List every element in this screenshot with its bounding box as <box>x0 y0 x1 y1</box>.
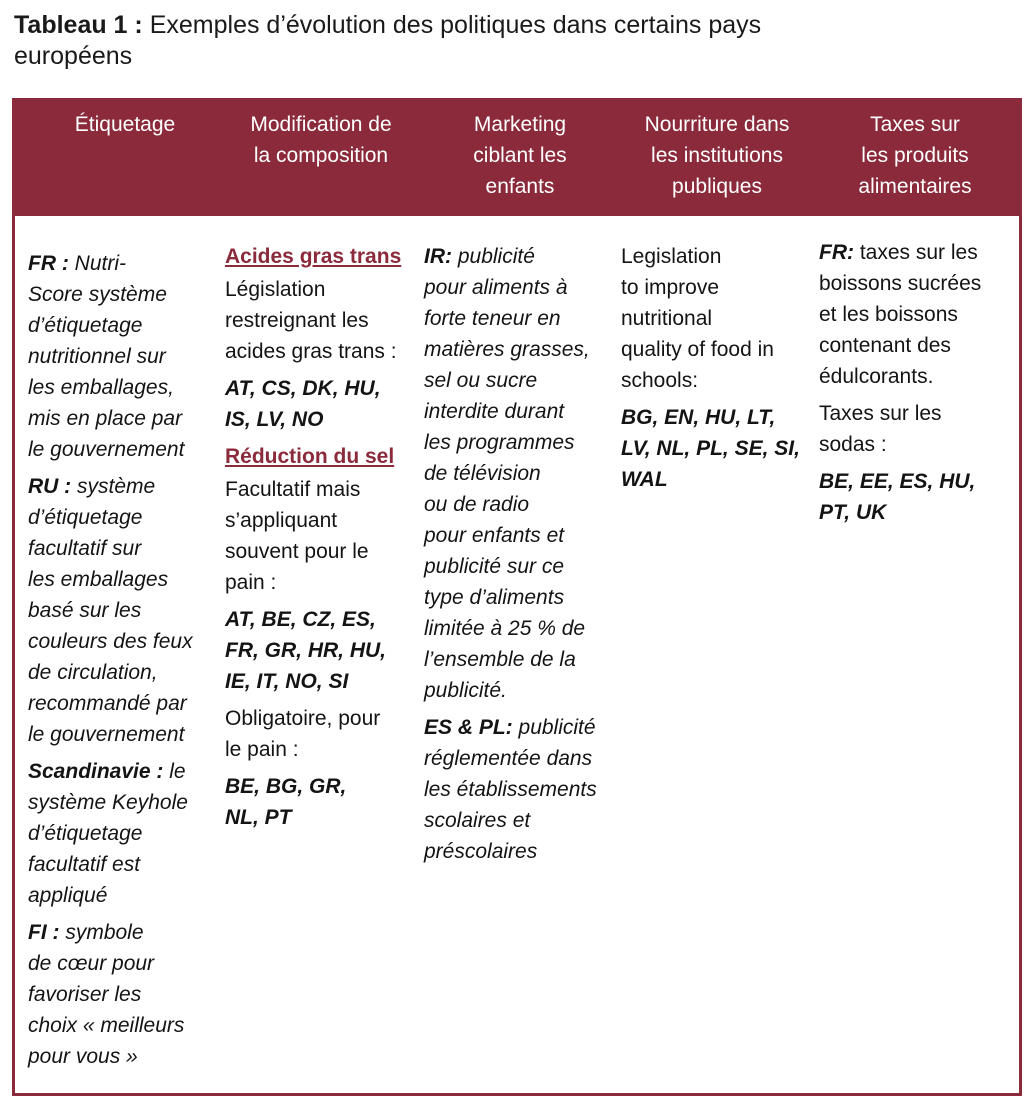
cell-scandinavie <box>28 756 223 911</box>
country-code: FI : <box>28 921 60 944</box>
country-list: BG, EN, HU, LT, LV, NL, PL, SE, SI, WAL <box>621 406 800 491</box>
country-code: Scandinavie : <box>28 760 164 783</box>
header-marketing: Marketing ciblant les enfants <box>473 113 567 198</box>
country-code: IR: <box>424 245 452 268</box>
cell-text: Obligatoire, pour le pain : <box>225 707 381 761</box>
cell-text: publicité réglementée dans les établissements scolaires et préscolaires <box>424 716 597 863</box>
header-institutions: Nourriture dans les institutions publiques <box>644 113 790 198</box>
cell-text: Nutri- Score système d’étiquetage nutritionnel sur les emballages, mis en place par le gouvernement <box>28 252 185 461</box>
country-list: AT, BE, CZ, ES, FR, GR, HR, HU, IE, IT, NO, SI <box>225 608 386 693</box>
table-header-row <box>15 101 1019 216</box>
country-list: BE, BG, GR, NL, PT <box>225 775 347 829</box>
cell-fr <box>819 237 1014 392</box>
column-taxes <box>819 237 1014 534</box>
cell-text: Taxes sur les sodas : <box>819 402 942 456</box>
table-title-text: Exemples d’évolution des politiques dans certains pays européens <box>14 11 762 70</box>
cell-text: symbole de cœur pour favoriser les choix « meilleurs pour vous » <box>28 921 185 1068</box>
cell-ir <box>424 241 619 706</box>
subheading-acides-gras: Acides gras trans <box>225 245 402 268</box>
cell-text: Facultatif mais s’appliquant souvent pour le pain : <box>225 478 369 594</box>
cell-text: le système Keyhole d’étiquetage facultatif est appliqué <box>28 760 188 907</box>
cell-text: publicité pour aliments à forte teneur en matières grasses, sel ou sucre interdite durant les programmes de télévision ou de radio pour enfants et publicité sur ce type d’aliments limitée à 25 % de l’ensemble de la publicité. <box>424 245 590 702</box>
cell-es-pl <box>424 712 619 867</box>
policy-table <box>12 98 1022 1096</box>
cell-text: Legislation to improve nutritional quality of food in schools: <box>621 245 774 392</box>
subheading-reduction-sel: Réduction du sel <box>225 445 395 468</box>
country-list: BE, EE, ES, HU, PT, UK <box>819 470 976 524</box>
cell-ru <box>28 471 223 750</box>
header-taxes: Taxes sur les produits alimentaires <box>858 113 972 198</box>
header-etiquetage: Étiquetage <box>74 113 176 136</box>
table-title-label: Tableau 1 : <box>14 11 143 39</box>
table-title <box>14 10 1014 72</box>
country-code: RU : <box>28 475 72 498</box>
column-etiquetage <box>28 248 223 1078</box>
column-institutions <box>621 241 816 501</box>
country-code: ES & PL: <box>424 716 513 739</box>
column-composition <box>225 241 420 839</box>
cell-fi <box>28 917 223 1072</box>
country-code: FR : <box>28 252 69 275</box>
cell-fr <box>28 248 223 465</box>
country-code: FR: <box>819 241 854 264</box>
cell-text: Législation restreignant les acides gras trans : <box>225 278 397 363</box>
country-list: AT, CS, DK, HU, IS, LV, NO <box>225 377 381 431</box>
column-marketing <box>424 241 619 873</box>
cell-text: système d’étiquetage facultatif sur les emballages basé sur les couleurs des feux de circulation, recommandé par le gouvernement <box>28 475 193 746</box>
header-composition: Modification de la composition <box>250 113 392 167</box>
cell-text: taxes sur les boissons sucrées et les boissons contenant des édulcorants. <box>819 241 982 388</box>
